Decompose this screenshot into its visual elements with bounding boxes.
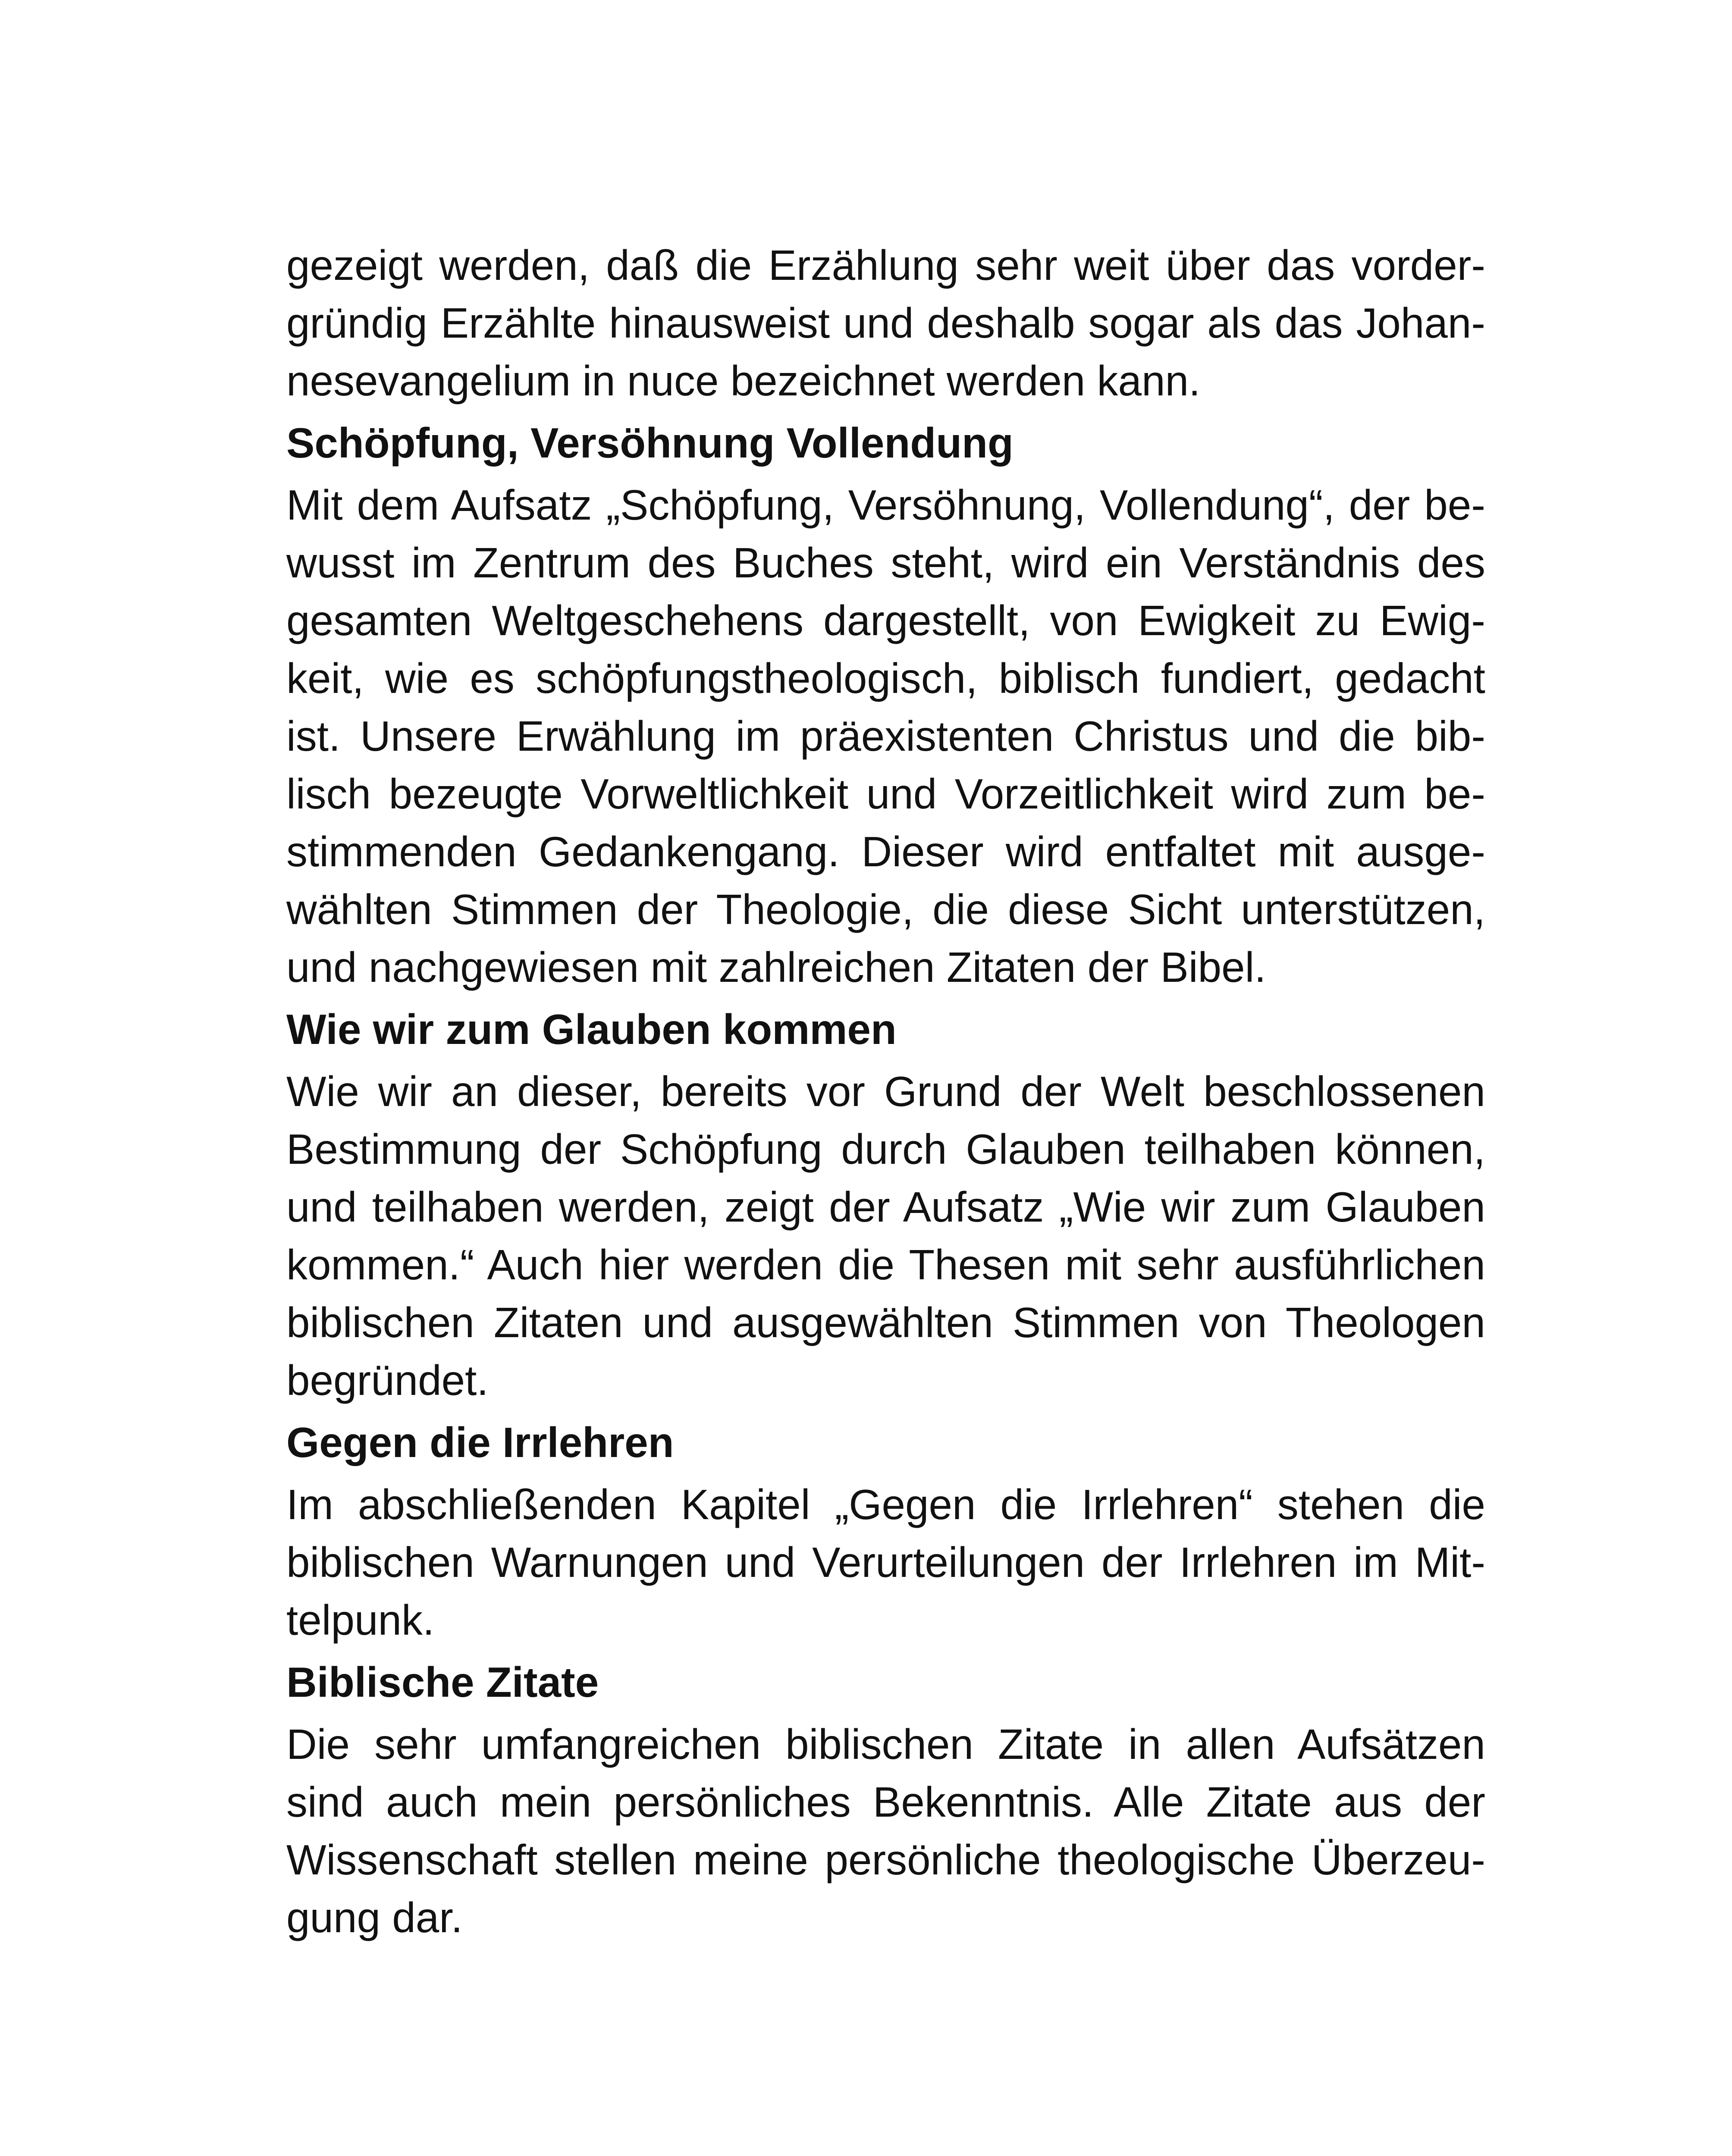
paragraph-line: Wissenschaft stellen meine persönliche theologische Überzeu- [286, 1836, 1485, 1883]
paragraph-line: stimmenden Gedankengang. Dieser wird entfaltet mit ausge- [286, 828, 1485, 875]
section-heading-glauben: Wie wir zum Glauben kommen [286, 1006, 897, 1053]
section-paragraph-schoepfung [286, 476, 1485, 996]
section-paragraph-zitate [286, 1715, 1485, 1946]
paragraph-line: biblischen Warnungen und Verurteilungen der Irrlehren im Mit- [286, 1539, 1485, 1586]
paragraph-line: Die sehr umfangreichen biblischen Zitate in allen Aufsätzen [286, 1720, 1485, 1768]
paragraph-line: telpunk. [286, 1596, 435, 1644]
paragraph-line: Mit dem Aufsatz „Schöpfung, Versöhnung, Vollendung“, der be- [286, 481, 1485, 529]
paragraph-line: nesevangelium in nuce bezeichnet werden kann. [286, 357, 1201, 404]
paragraph-line: gründig Erzählte hinausweist und deshalb sogar als das Johan- [286, 299, 1485, 347]
paragraph-line: Wie wir an dieser, bereits vor Grund der Welt beschlossenen [286, 1068, 1485, 1115]
paragraph-line: ist. Unsere Erwählung im präexistenten Christus und die bib- [286, 712, 1485, 760]
paragraph-line: sind auch mein persönliches Bekenntnis. Alle Zitate aus der [286, 1778, 1485, 1826]
section-heading-schoepfung: Schöpfung, Versöhnung Vollendung [286, 419, 1013, 467]
paragraph-line: begründet. [286, 1357, 489, 1404]
paragraph-line: keit, wie es schöpfungstheologisch, biblisch fundiert, gedacht [286, 655, 1485, 702]
paragraph-line: und nachgewiesen mit zahlreichen Zitaten der Bibel. [286, 943, 1266, 991]
section-paragraph-glauben [286, 1062, 1485, 1409]
paragraph-line: Im abschließenden Kapitel „Gegen die Irrlehren“ stehen die [286, 1481, 1485, 1528]
section-heading-zitate: Biblische Zitate [286, 1658, 599, 1706]
paragraph-line: wählten Stimmen der Theologie, die diese Sicht unterstützen, [286, 886, 1485, 933]
paragraph-line: wusst im Zentrum des Buches steht, wird ein Verständnis des [286, 539, 1485, 586]
paragraph-line: Bestimmung der Schöpfung durch Glauben teilhaben können, [286, 1125, 1485, 1173]
intro-paragraph [286, 236, 1485, 410]
paragraph-line: und teilhaben werden, zeigt der Aufsatz „Wie wir zum Glauben [286, 1183, 1485, 1231]
paragraph-line: lisch bezeugte Vorweltlichkeit und Vorzeitlichkeit wird zum be- [286, 770, 1485, 818]
section-heading-irrlehren: Gegen die Irrlehren [286, 1419, 674, 1466]
paragraph-line: gezeigt werden, daß die Erzählung sehr weit über das vorder- [286, 241, 1485, 289]
paragraph-line: gesamten Weltgeschehens dargestellt, von Ewigkeit zu Ewig- [286, 597, 1485, 644]
paragraph-line: biblischen Zitaten und ausgewählten Stimmen von Theologen [286, 1299, 1485, 1346]
paragraph-line: gung dar. [286, 1894, 463, 1941]
section-paragraph-irrlehren [286, 1476, 1485, 1649]
page-content [286, 236, 1485, 1946]
paragraph-line: kommen.“ Auch hier werden die Thesen mit sehr ausführlichen [286, 1241, 1485, 1288]
